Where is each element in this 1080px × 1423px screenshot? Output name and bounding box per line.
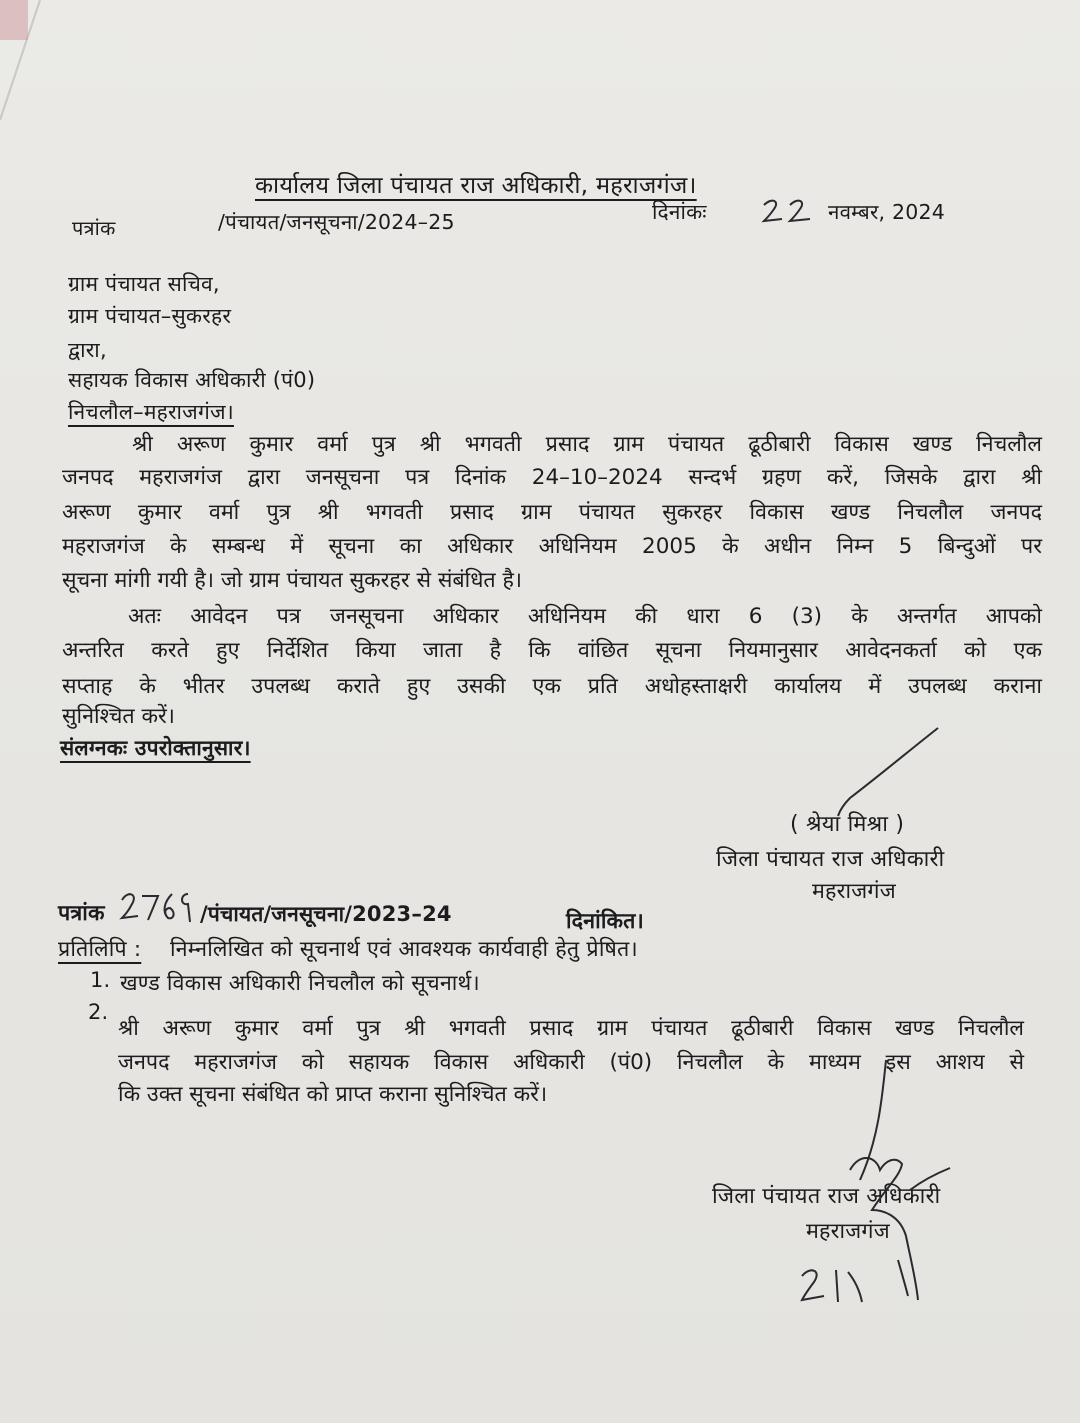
- copy-item-1-num: 1.: [90, 968, 111, 992]
- para1-line-4: महराजगंज के सम्बन्ध में सूचना का अधिकार अधिनियम 2005 के अधीन निम्न 5 बिन्दुओं पर: [62, 534, 1042, 559]
- copy-ref-label: पत्रांक: [58, 901, 105, 926]
- copy-ref-number: /पंचायत/जनसूचना/2023–24: [200, 902, 452, 926]
- para1-line-1: श्री अरूण कुमार वर्मा पुत्र श्री भगवती प्रसाद ग्राम पंचायत ढूठीबारी विकास खण्ड निचलौल: [132, 432, 1042, 457]
- para1-line-3: अरूण कुमार वर्मा पुत्र श्री भगवती प्रसाद ग्राम पंचायत सुकरहर विकास खण्ड निचलौल जनपद: [62, 500, 1042, 525]
- date-label: दिनांकः: [652, 200, 707, 224]
- signatory-name: ( श्रेया मिश्रा ): [790, 812, 905, 837]
- para2-line-1: अतः आवेदन पत्र जनसूचना अधिकार अधिनियम की धारा 6 (3) के अन्तर्गत आपको: [128, 604, 1042, 629]
- signature-stroke-1: [820, 720, 950, 820]
- copy-prefix: प्रतिलिपि :: [58, 937, 142, 962]
- ref-number: /पंचायत/जनसूचना/2024–25: [218, 210, 455, 234]
- signature2-place: महराजगंज: [806, 1219, 890, 1244]
- signatory-place: महराजगंज: [812, 879, 896, 904]
- copy-item-1-text: खण्ड विकास अधिकारी निचलौल को सूचनार्थ।: [120, 971, 480, 996]
- para2-line-4: सुनिश्चित करें।: [62, 704, 175, 729]
- date-month-year: नवम्बर, 2024: [828, 200, 945, 224]
- para2-line-2: अन्तरित करते हुए निर्देशित किया जाता है कि वांछित सूचना नियमानुसार आवेदनकर्ता को एक: [62, 638, 1042, 663]
- enclosure-note: संलग्नकः उपरोक्तानुसार।: [60, 736, 251, 760]
- para2-line-3: सप्ताह के भीतर उपलब्ध कराते हुए उसकी एक प्रति अधोहस्ताक्षरी कार्यालय में उपलब्ध कराना: [62, 674, 1042, 699]
- copy-item-2-line-1: श्री अरूण कुमार वर्मा पुत्र श्री भगवती प्रसाद ग्राम पंचायत ढूठीबारी विकास खण्ड निचलौल: [118, 1016, 1024, 1041]
- office-title: कार्यालय जिला पंचायत राज अधिकारी, महराजगंज।: [255, 171, 697, 199]
- para1-line-5: सूचना मांगी गयी है। जो ग्राम पंचायत सुकरहर से संबंधित है।: [62, 568, 523, 593]
- addressee-line-3: द्वारा,: [68, 338, 107, 362]
- addressee-line-4: सहायक विकास अधिकारी (पं0): [68, 368, 316, 392]
- copy-item-2-line-3: कि उक्त सूचना संबंधित को प्राप्त कराना सुनिश्चित करें।: [118, 1082, 548, 1107]
- copy-intro: निम्नलिखित को सूचनार्थ एवं आवश्यक कार्यवाही हेतु प्रेषित।: [170, 937, 638, 962]
- para1-line-2: जनपद महराजगंज द्वारा जनसूचना पत्र दिनांक 24–10–2024 सन्दर्भ ग्रहण करें, जिसके द्वारा श्री: [62, 465, 1042, 490]
- handwritten-date-day: [758, 195, 828, 225]
- copy-item-2-num: 2.: [88, 1000, 109, 1024]
- ref-label: पत्रांक: [72, 216, 116, 240]
- signatory-designation: जिला पंचायत राज अधिकारी: [716, 847, 945, 872]
- addressee-line-2: ग्राम पंचायत–सुकरहर: [68, 304, 232, 328]
- copy-item-2-line-2: जनपद महराजगंज को सहायक विकास अधिकारी (पं0) निचलौल के माध्यम इस आशय से: [118, 1050, 1024, 1075]
- addressee-line-5: निचलौल–महराजगंज।: [68, 400, 234, 424]
- handwritten-date-2: [796, 1262, 876, 1306]
- handwritten-ref-number: [118, 886, 198, 926]
- copy-dated: दिनांकित।: [566, 909, 644, 934]
- addressee-line-1: ग्राम पंचायत सचिव,: [68, 272, 220, 296]
- signature2-designation: जिला पंचायत राज अधिकारी: [712, 1184, 941, 1209]
